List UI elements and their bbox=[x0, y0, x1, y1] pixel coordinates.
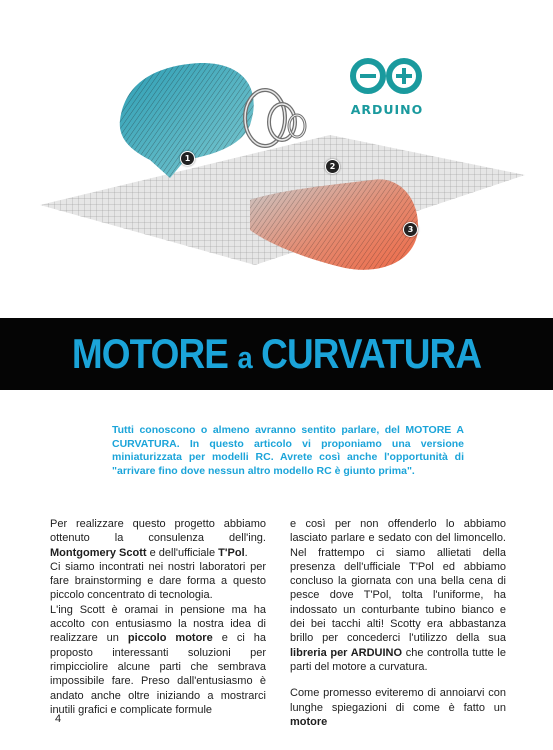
term-libreria-arduino: libreria per ARDUINO bbox=[290, 646, 403, 659]
warp-field-illustration bbox=[0, 0, 553, 318]
arduino-infinity-icon bbox=[346, 57, 428, 95]
term-motore: motore bbox=[290, 715, 328, 728]
right-column bbox=[290, 517, 506, 729]
warp-rings bbox=[245, 90, 305, 146]
arduino-wordmark: ARDUINO bbox=[350, 102, 424, 117]
arduino-logo bbox=[345, 57, 429, 117]
right-paragraph-1: e così per non offenderlo lo abbiamo lasciato parlare e sedato con del limoncello. Nel frattempo ci siamo allietati della presenza dell'ufficiale T'Pol ed abbiamo concluso la giornata con una bella cena di pesce dove T'Pol, tolta l'uniforme, ha indossato un conturbante tubino bianco e dei bei tacchi alti! Scotty era abbastanza brillo per concederci l'utilizzo della sua libreria per ARDUINO che controlla tutte le parti del motore a curvatura. bbox=[290, 518, 506, 673]
callout-marker-1: 1 bbox=[180, 151, 195, 166]
intro-paragraph: Tutti conoscono o almeno avranno sentito parlare, del MOTORE A CURVATURA. In questo articolo vi proponiamo una versione miniaturizzata per modelli RC. Avrete così anche l'opportunità di "arrivare fino dove nessun altro modello RC è giunto prima". bbox=[112, 424, 464, 477]
left-paragraph-3: L'ing Scott è oramai in pensione ma ha accolto con entusiasmo la nostra idea di realizzare un piccolo motore e ci ha proposto interessanti soluzioni per rimpicciolire alcune parti che sembrava impossibile fare. Preso dall'entusiasmo è andato anche oltre iniziando a mostrarci inutili grafici e complicate formule bbox=[50, 603, 267, 716]
title-word-motore: MOTORE bbox=[71, 330, 229, 377]
left-paragraph-2: Ci siamo incontrati nei nostri laboratori per fare brainstorming e dare forma a questo piccolo concentrato di tecnologia. bbox=[50, 560, 266, 602]
name-scott: Montgomery Scott bbox=[50, 546, 147, 559]
title-word-curvatura: CURVATURA bbox=[261, 330, 482, 377]
article-title bbox=[33, 332, 520, 380]
page-number: 4 bbox=[55, 713, 62, 725]
right-paragraph-2: Come promesso eviteremo di annoiarvi con lunghe spiegazioni di come è fatto un motore bbox=[290, 687, 506, 728]
title-band bbox=[0, 318, 553, 390]
left-paragraph-1: Per realizzare questo progetto abbiamo ottenuto la consulenza dell'ing. Montgomery Scott e dell'ufficiale T'Pol. bbox=[50, 518, 266, 559]
callout-marker-2: 2 bbox=[325, 159, 340, 174]
term-piccolo-motore: piccolo motore bbox=[127, 632, 213, 645]
name-tpol: T'Pol bbox=[218, 546, 245, 559]
left-column bbox=[50, 517, 266, 717]
callout-marker-3: 3 bbox=[403, 222, 418, 237]
warp-surface-graphic bbox=[0, 0, 553, 318]
title-word-a: a bbox=[237, 340, 252, 375]
